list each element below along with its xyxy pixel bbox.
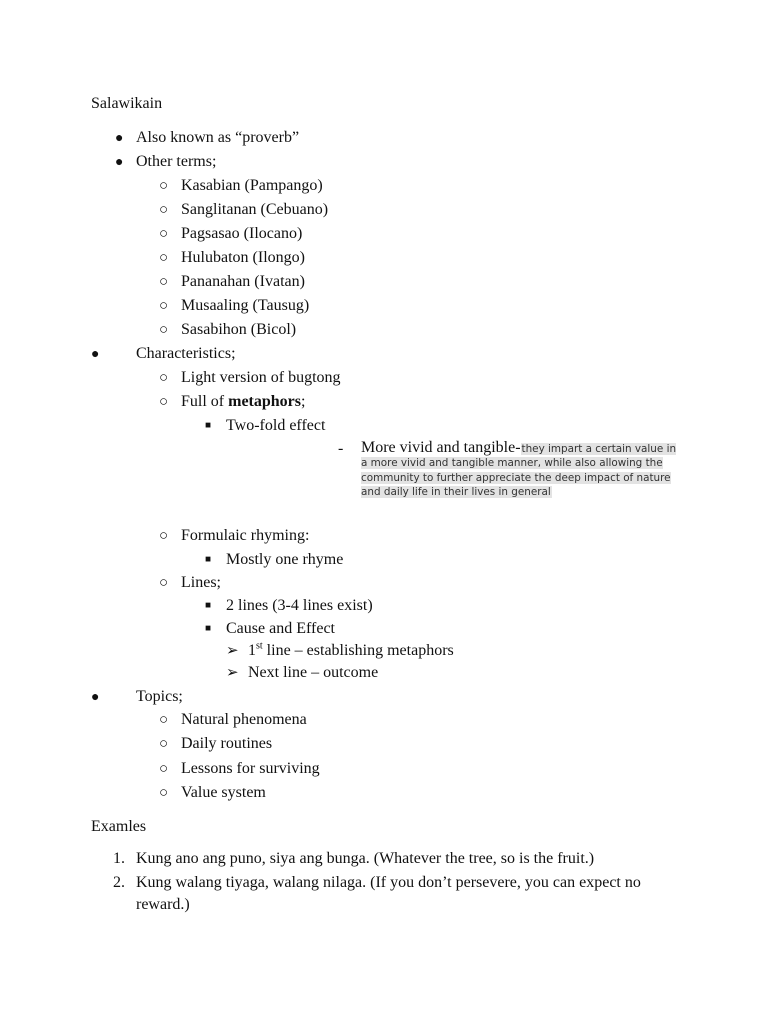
bullet-circle: ○ [159, 298, 169, 314]
bullet-circle: ○ [159, 250, 169, 266]
topics-label: Topics; [136, 688, 183, 705]
characteristic-item: Light version of bugtong [181, 369, 341, 386]
bullet-disc: ● [115, 155, 124, 170]
example-number: 1. [113, 850, 125, 867]
one-rhyme-item: Mostly one rhyme [226, 551, 344, 568]
bullet-square: ■ [205, 554, 212, 565]
characteristics-label: Characteristics; [136, 345, 236, 362]
other-term-item: Sanglitanan (Cebuano) [181, 201, 329, 218]
first-line-number: 1 [248, 642, 256, 659]
two-fold-item: Two-fold effect [226, 417, 326, 434]
characteristic-item [181, 392, 305, 412]
bullet-disc: ● [91, 690, 100, 705]
bullet-square: ■ [205, 420, 212, 431]
bullet-disc: ● [91, 347, 100, 362]
other-term-item: Musaaling (Tausug) [181, 297, 310, 314]
bullet-circle: ○ [159, 528, 169, 544]
first-line-ordinal: st [256, 640, 263, 652]
characteristic-item: Lines; [181, 574, 221, 591]
examples-heading: Examles [91, 818, 147, 835]
two-lines-item: 2 lines (3-4 lines exist) [226, 597, 373, 614]
first-line-item [248, 641, 454, 661]
example-number: 2. [113, 874, 125, 891]
bullet-square: ■ [205, 623, 212, 634]
example-item: Kung walang tiyaga, walang nilaga. (If you don’t persevere, you can expect no reward.) [136, 874, 641, 913]
bullet-circle: ○ [159, 575, 169, 591]
topic-item: Value system [181, 784, 266, 801]
bullet-circle: ○ [159, 761, 169, 777]
bullet-disc: ● [115, 131, 124, 146]
vivid-lead: More vivid and tangible- [361, 439, 521, 456]
aka-item: Also known as “proverb” [136, 129, 300, 146]
bullet-square: ■ [205, 600, 212, 611]
other-terms-label: Other terms; [136, 153, 217, 170]
bullet-circle: ○ [159, 370, 169, 386]
other-term-item: Kasabian (Pampango) [181, 177, 323, 194]
document-title: Salawikain [91, 95, 163, 112]
other-term-item: Pananahan (Ivatan) [181, 273, 305, 290]
metaphors-suffix: ; [301, 393, 306, 410]
bullet-circle: ○ [159, 736, 169, 752]
other-term-item: Pagsasao (Ilocano) [181, 225, 303, 242]
metaphors-prefix: Full of [181, 393, 229, 410]
vivid-note [361, 441, 681, 500]
bullet-circle: ○ [159, 178, 169, 194]
next-line-item: Next line – outcome [248, 664, 379, 681]
first-line-text: line – establishing metaphors [262, 642, 454, 659]
example-item: Kung ano ang puno, siya ang bunga. (Whatever the tree, so is the fruit.) [136, 850, 595, 867]
metaphors-bold: metaphors [228, 393, 302, 410]
topic-item: Daily routines [181, 735, 273, 752]
arrow-bullet-icon: ➢ [226, 643, 239, 659]
bullet-circle: ○ [159, 226, 169, 242]
bullet-circle: ○ [159, 274, 169, 290]
other-term-item: Hulubaton (Ilongo) [181, 249, 305, 266]
dash-marker: - [338, 440, 344, 457]
other-term-item: Sasabihon (Bicol) [181, 321, 297, 338]
characteristic-item: Formulaic rhyming: [181, 527, 310, 544]
topic-item: Natural phenomena [181, 711, 307, 728]
bullet-circle: ○ [159, 322, 169, 338]
topic-item: Lessons for surviving [181, 760, 320, 777]
bullet-circle: ○ [159, 785, 169, 801]
vivid-highlight: they impart a certain value in a more vivid and tangible manner, while also allowing the community to further appreciate the deep impact of nature and daily life in their lives in general [361, 443, 677, 499]
bullet-circle: ○ [159, 394, 169, 410]
bullet-circle: ○ [159, 202, 169, 218]
arrow-bullet-icon: ➢ [226, 665, 239, 681]
bullet-circle: ○ [159, 712, 169, 728]
cause-effect-item: Cause and Effect [226, 620, 335, 637]
